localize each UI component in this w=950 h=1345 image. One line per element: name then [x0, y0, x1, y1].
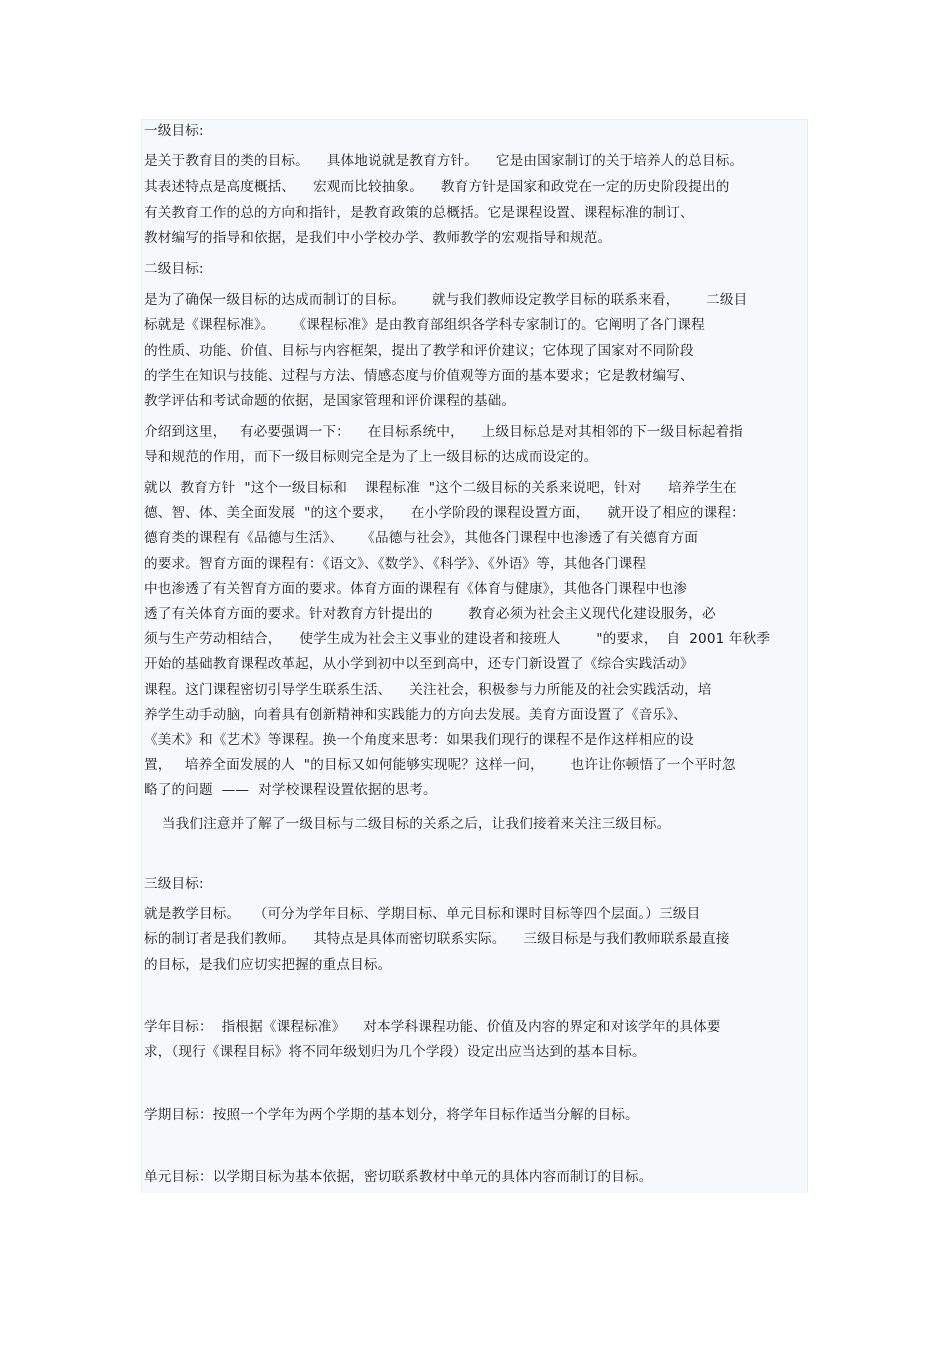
text-line: 是为了确保一级目标的达成而制订的目标。 就与我们教师设定教学目标的联系来看， 二级目: [144, 292, 748, 308]
text-line: 须与生产劳动相结合， 使学生成为社会主义事业的建设者和接班人 "的要求， 自 2001 年秋季: [144, 631, 771, 647]
text-line: 其表述特点是高度概括、 宏观而比较抽象。 教育方针是国家和政党在一定的历史阶段提出的: [144, 179, 730, 195]
heading-level-1: 一级目标:: [144, 123, 204, 139]
text-line: 就是教学目标。 （可分为学年目标、学期目标、单元目标和课时目标等四个层面。）三级目: [144, 906, 701, 922]
text-line: 《美术》和《艺术》等课程。换一个角度来思考：如果我们现行的课程不是作这样相应的设: [144, 732, 694, 748]
text-line: 学期目标：按照一个学年为两个学期的基本划分，将学年目标作适当分解的目标。: [144, 1107, 639, 1123]
text-line: 的学生在知识与技能、过程与方法、情感态度与价值观等方面的基本要求；它是教材编写、: [144, 368, 694, 384]
text-line: 导和规范的作用，而下一级目标则完全是为了上一级目标的达成而设定的。: [144, 449, 598, 465]
text-line: 学年目标： 指根据《课程标准》 对本学科课程功能、价值及内容的界定和对该学年的具体要: [144, 1019, 721, 1035]
heading-level-2: 二级目标:: [144, 261, 204, 277]
heading-level-3: 三级目标:: [144, 876, 204, 892]
text-line: 德、智、体、美全面发展 "的这个要求， 在小学阶段的课程设置方面， 就开设了相应的课程：: [144, 505, 745, 521]
text-line: 就以 教育方针 "这个一级目标和 课程标准 "这个二级目标的关系来说吧，针对 培养学生在: [144, 480, 737, 496]
text-line: 是关于教育目的类的目标。 具体地说就是教育方针。 它是由国家制订的关于培养人的总目标。: [144, 153, 744, 169]
text-line: 课程。这门课程密切引导学生联系生活、 关注社会，积极参与力所能及的社会实践活动，培: [144, 682, 712, 698]
text-line: 置， 培养全面发展的人 "的目标又如何能够实现呢？这样一问， 也许让你顿悟了一个平时忽: [144, 757, 736, 773]
text-line: 开始的基础教育课程改革起，从小学到初中以至到高中，还专门新设置了《综合实践活动》: [144, 656, 694, 672]
text-line: 的要求。智育方面的课程有：《语文》、《数学》、《科学》、《外语》等，其他各门课程: [144, 556, 647, 572]
text-line: 的性质、功能、价值、目标与内容框架，提出了教学和评价建议；它体现了国家对不同阶段: [144, 343, 694, 359]
text-line: 教学评估和考试命题的依据，是国家管理和评价课程的基础。: [144, 393, 516, 409]
text-line: 标的制订者是我们教师。 其特点是具体而密切联系实际。 三级目标是与我们教师联系最直接: [144, 931, 730, 947]
text-line: 德育类的课程有《品德与生活》、 《品德与社会》，其他各门课程中也渗透了有关德育方面: [144, 530, 699, 546]
text-line: 中也渗透了有关智育方面的要求。体育方面的课程有《体育与健康》，其他各门课程中也渗: [144, 581, 687, 597]
text-line: 略了的问题 —— 对学校课程设置依据的思考。: [144, 782, 437, 798]
text-line: 有关教育工作的总的方向和指针，是教育政策的总概括。它是课程设置、课程标准的制订、: [144, 205, 694, 221]
text-line: 标就是《课程标准》。 《课程标准》是由教育部组织各学科专家制订的。它阐明了各门课程: [144, 317, 705, 333]
text-line: 教材编写的指导和依据，是我们中小学校办学、教师教学的宏观指导和规范。: [144, 230, 612, 246]
text-line: 养学生动手动脑，向着具有创新精神和实践能力的方向去发展。美育方面设置了《音乐》、: [144, 707, 687, 723]
text-line: 透了有关体育方面的要求。针对教育方针提出的 教育必须为社会主义现代化建设服务，必: [144, 606, 716, 622]
text-line: 求，（现行《课程目标》将不同年级划归为几个学段）设定出应当达到的基本目标。: [144, 1044, 646, 1060]
text-line: 的目标，是我们应切实把握的重点目标。: [144, 957, 392, 973]
text-line: 单元目标：以学期目标为基本依据，密切联系教材中单元的具体内容而制订的目标。: [144, 1169, 653, 1185]
text-line: 介绍到这里， 有必要强调一下： 在目标系统中， 上级目标总是对其相邻的下一级目标起着指: [144, 424, 743, 440]
text-line: 当我们注意并了解了一级目标与二级目标的关系之后，让我们接着来关注三级目标。: [144, 816, 671, 832]
